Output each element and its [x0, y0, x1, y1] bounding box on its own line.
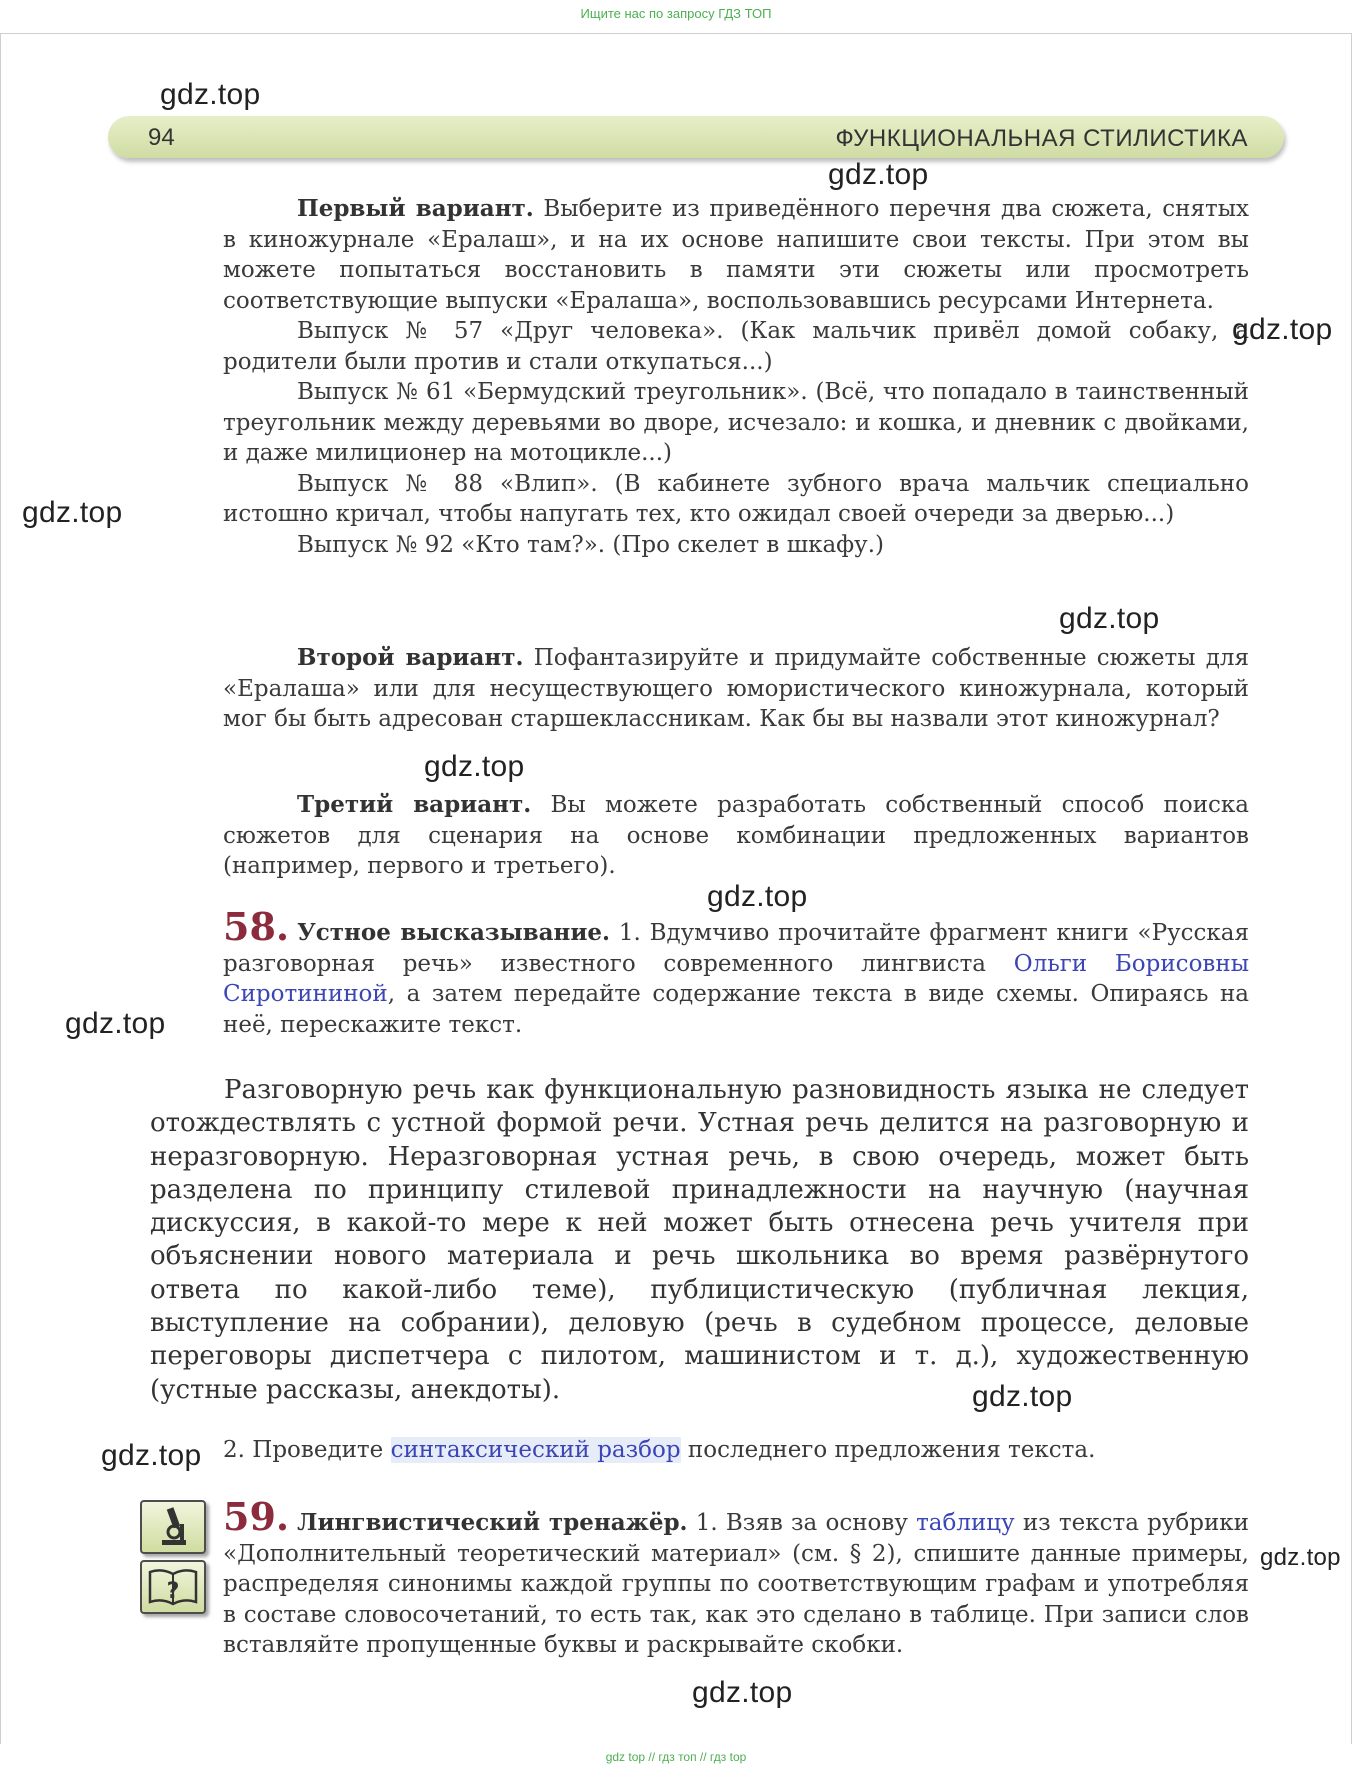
page-header: [108, 116, 1284, 158]
issue-61: Выпуск № 61 «Бермудский треугольник». (Всё, что попадало в таинственный треугольник между деревьями во дворе, исчезало: и кошка, и дневник с двойками, и даже милиционер на мотоцикле...): [223, 379, 1249, 466]
watermark: gdz.top: [424, 750, 525, 783]
exercise-58-number: 58.: [223, 904, 290, 949]
variant-1: [223, 194, 1249, 560]
watermark: gdz.top: [1232, 313, 1333, 346]
variant-2-title: Второй вариант.: [297, 644, 524, 671]
quote-paragraph: Разговорную речь как функциональную разновидность языка не следует отождествлять с устной формой речи. Устная речь делится на разговорную и неразговорную. Неразговорная устная речь, в свою очередь, может быть разделена по принципу стилевой принадлежности на научную (научная дискуссия, в какой-то мере к ней может быть отнесена речь учителя при объяснении нового материала и речь школьника во время развёрнутого ответа по какой-либо теме), публицистическую (публичная лекция, выступление на собрании), деловую (речь в судебном процессе, деловые переговоры диспетчера с пилотом, машинистом и т. д.), художественную (устные рассказы, анекдоты).: [150, 1075, 1249, 1405]
quote-text: [150, 1074, 1249, 1407]
exercise-59-text-after: из текста рубрики «Дополнительный теоретический материал» (см. § 2), спишите данные примеры, распределяя синонимы каждой группы по соответствующим графам и употребляя в составе словосочетаний, то есть так, как это сделано в таблице. При записи слов вставляйте пропущенные буквы и раскрывайте скобки.: [223, 1510, 1249, 1658]
top-banner: Ищите нас по запросу ГДЗ ТОП: [580, 6, 772, 21]
variant-2-text: Пофантазируйте и придумайте собственные сюжеты для «Ералаша» или для несуществующего юмористического киножурнала, который мог бы быть адресован старшеклассникам. Как бы вы назвали этот киножурнал?: [223, 645, 1250, 732]
watermark: gdz.top: [1059, 602, 1160, 635]
author-link[interactable]: Ольги Борисовны Сиротининой: [223, 950, 1249, 1007]
bottom-banner: gdz top // гдз топ // гдз top: [605, 1750, 747, 1764]
watermark: gdz.top: [828, 158, 929, 191]
exercise-58-title: Устное высказывание.: [297, 919, 611, 946]
exercise-58-text-after: , а затем передайте содержание текста в виде схемы. Опираясь на неё, перескажите текст.: [223, 981, 1249, 1038]
task-2-text-after: последнего предложения текста.: [687, 1437, 1096, 1463]
watermark: gdz.top: [101, 1439, 202, 1472]
watermark: gdz.top: [707, 880, 808, 913]
microscope-icon: [140, 1500, 206, 1554]
svg-text:?: ?: [166, 1579, 180, 1604]
exercise-59-title: Лингвистический тренажёр.: [297, 1509, 688, 1536]
issue-57: Выпуск № 57 «Друг человека». (Как мальчик привёл домой собаку, а родители были против и стали откупаться...): [223, 318, 1249, 375]
watermark: gdz.top: [22, 496, 123, 529]
variant-1-paragraph: [223, 194, 1249, 316]
watermark: gdz.top: [160, 78, 261, 111]
exercise-59-text: 1. Взяв за основу: [695, 1510, 908, 1536]
table-link[interactable]: таблицу: [916, 1510, 1015, 1536]
exercise-58-text: 1. Вдумчиво прочитайте фрагмент книги «Русская разговорная речь» известного современного лингвиста: [223, 920, 1249, 977]
watermark: gdz.top: [65, 1007, 166, 1040]
book-question-icon: [140, 1560, 206, 1614]
page-number: 94: [148, 124, 175, 151]
variant-3-text: Вы можете разработать собственный способ поиска сюжетов для сценария на основе комбинации предложенных вариантов (например, первого и третьего).: [223, 792, 1250, 879]
variant-1-text: Выберите из приведённого перечня два сюжета, снятых в киножурнале «Ералаш», и на их основе напишите свои тексты. При этом вы можете попытаться восстановить в памяти эти сюжеты или просмотреть соответствующие выпуски «Ералаша», воспользовавшись ресурсами Интернета.: [223, 196, 1250, 314]
variant-3: [223, 790, 1249, 882]
watermark: gdz.top: [972, 1380, 1073, 1413]
exercise-58-task-2: [223, 1435, 1249, 1466]
task-2-text: 2. Проведите: [223, 1437, 384, 1463]
exercise-59: [223, 1494, 1249, 1661]
variant-2: [223, 643, 1249, 735]
syntax-analysis-link[interactable]: синтаксический разбор: [390, 1437, 681, 1463]
issue-88: Выпуск № 88 «Влип». (В кабинете зубного врача мальчик специально истошно кричал, чтобы напугать тех, кто ожидал своей очереди за дверью...): [223, 470, 1249, 527]
watermark: gdz.top: [1260, 1544, 1341, 1571]
section-title: ФУНКЦИОНАЛЬНАЯ СТИЛИСТИКА: [835, 125, 1248, 152]
watermark: gdz.top: [692, 1676, 793, 1709]
exercise-59-number: 59.: [223, 1494, 290, 1539]
issue-92: Выпуск № 92 «Кто там?». (Про скелет в шкафу.): [297, 531, 884, 558]
variant-3-title: Третий вариант.: [297, 791, 532, 818]
exercise-58: [223, 904, 1249, 1040]
variant-1-title: Первый вариант.: [297, 195, 534, 222]
